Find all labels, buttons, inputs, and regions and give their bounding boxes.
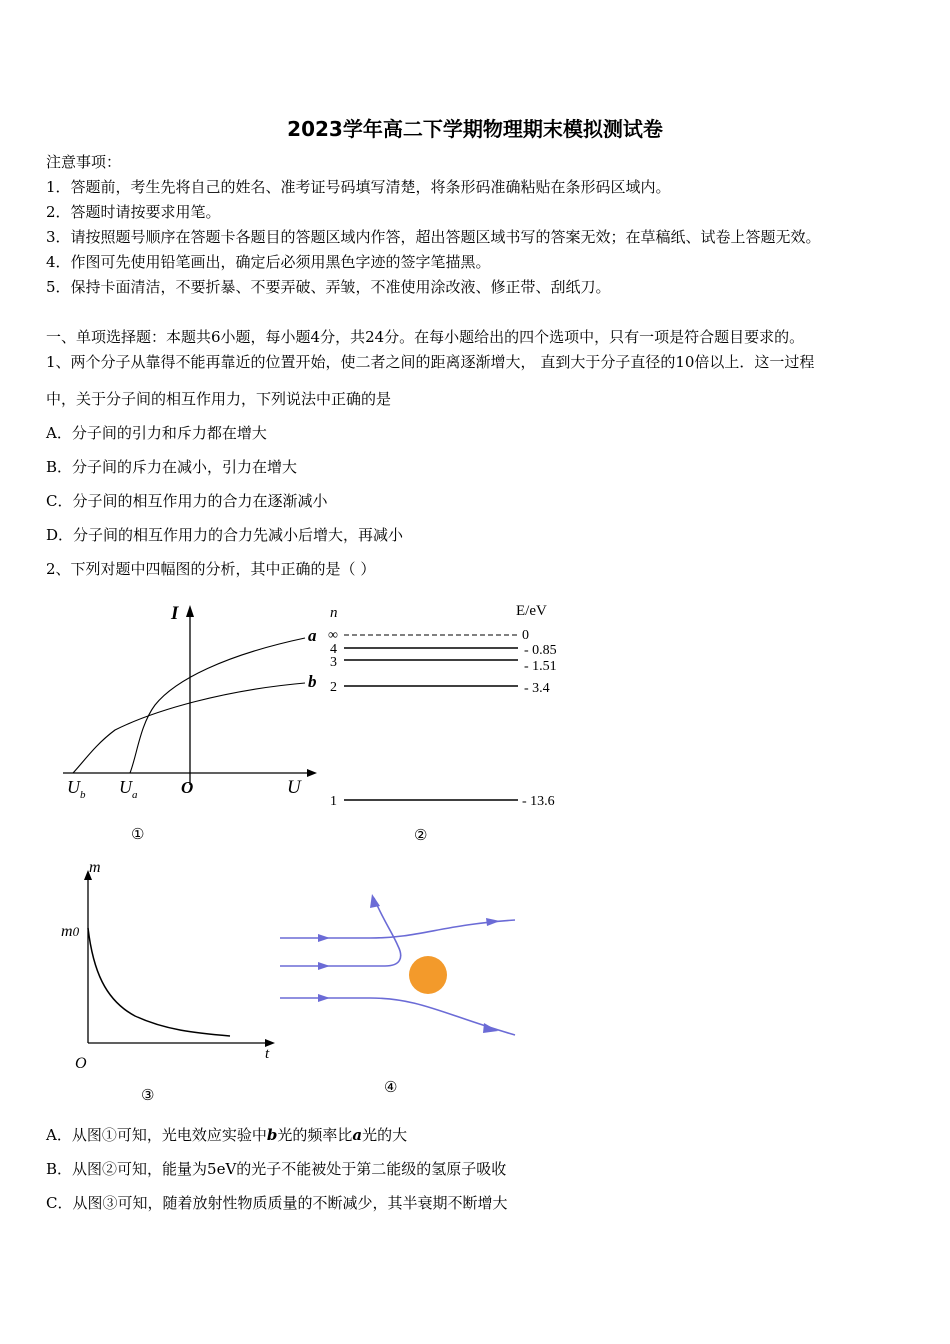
origin-label: O xyxy=(181,778,194,797)
q1-stem-line2: 中，关于分子间的相互作用力，下列说法中正确的是 xyxy=(46,390,392,408)
decay-curve xyxy=(88,928,230,1036)
level-n: ∞ xyxy=(328,628,338,643)
curve-b xyxy=(73,683,305,773)
figure-2-caption: ② xyxy=(414,828,428,844)
q2-option-b: B．从图②可知，能量为5eV的光子不能被处于第二能级的氢原子吸收 xyxy=(46,1160,507,1178)
curve-a-label: a xyxy=(308,626,317,645)
notice-item: 4．作图可先使用铅笔画出，确定后必须用黑色字迹的签字笔描黑。 xyxy=(46,253,491,271)
level-n: 1 xyxy=(330,794,337,809)
figure-3-caption: ③ xyxy=(141,1088,155,1104)
level-energy: - 13.6 xyxy=(522,794,555,809)
energy-unit-label: E/eV xyxy=(516,603,547,619)
figure-3-decay-curve xyxy=(55,850,285,1105)
q1-option-c: C．分子间的相互作用力的合力在逐渐减小 xyxy=(46,492,328,510)
q1-option-b: B．分子间的斥力在减小，引力在增大 xyxy=(46,458,298,476)
origin-label: O xyxy=(75,1055,87,1072)
level-n: 4 xyxy=(330,642,337,657)
trajectory-top xyxy=(280,920,515,938)
ub-label: $U_b$ xyxy=(67,777,86,801)
y-axis-label: m xyxy=(89,859,101,876)
nucleus xyxy=(409,956,447,994)
trajectory-middle xyxy=(280,898,401,966)
x-axis-label: t xyxy=(265,1046,270,1062)
level-energy: - 0.85 xyxy=(524,643,557,658)
notice-item: 1．答题前，考生先将自己的姓名、准考证号码填写清楚，将条形码准确粘贴在条形码区域内。 xyxy=(46,178,671,196)
level-energy: - 3.4 xyxy=(524,681,550,696)
figure-1-iu-curves xyxy=(55,595,325,845)
level-n: 3 xyxy=(330,655,337,670)
n-label: n xyxy=(330,605,338,621)
level-n: 2 xyxy=(330,680,337,695)
x-axis-arrow xyxy=(307,769,317,777)
notice-item: 5．保持卡面清洁，不要折暴、不要弄破、弄皱，不准使用涂改液、修正带、刮纸刀。 xyxy=(46,278,611,296)
figure-4-caption: ④ xyxy=(384,1080,398,1096)
curve-a xyxy=(130,638,305,773)
q1-option-a: A．分子间的引力和斥力都在增大 xyxy=(46,424,267,442)
x-axis-label: U xyxy=(287,777,301,798)
figure-2-energy-levels xyxy=(320,595,600,845)
notice-item: 2．答题时请按要求用笔。 xyxy=(46,203,221,221)
figure-1-caption: ① xyxy=(131,827,145,843)
q2-option-c: C．从图③可知，随着放射性物质质量的不断减少，其半衰期不断增大 xyxy=(46,1194,508,1212)
curve-b-label: b xyxy=(308,672,317,691)
ua-label: $U_a$ xyxy=(119,777,138,801)
q2-stem: 2、下列对题中四幅图的分析，其中正确的是（ ） xyxy=(46,560,376,578)
q1-stem-line1: 1、两个分子从靠得不能再靠近的位置开始，使二者之间的距离逐渐增大， 直到大于分子直径的10倍以上．这一过程 xyxy=(46,353,815,371)
y-axis-arrow xyxy=(186,605,194,617)
trajectory-bottom xyxy=(280,998,515,1035)
q1-option-d: D．分子间的相互作用力的合力先减小后增大，再减小 xyxy=(46,526,404,544)
q2-option-a: A．从图①可知，光电效应实验中b光的频率比a光的大 xyxy=(46,1126,408,1144)
notice-heading: 注意事项： xyxy=(46,153,122,171)
level-energy: - 1.51 xyxy=(524,659,557,674)
level-energy: 0 xyxy=(522,628,529,643)
page-title: 2023学年高二下学期物理期末模拟测试卷 xyxy=(287,117,663,141)
m0-label: m0 xyxy=(61,923,80,940)
y-axis-label: I xyxy=(171,603,179,624)
notice-item: 3．请按照题号顺序在答题卡各题目的答题区域内作答，超出答题区域书写的答案无效；在草稿纸、试卷上答题无效。 xyxy=(46,228,821,246)
section-heading: 一、单项选择题：本题共6小题，每小题4分，共24分。在每小题给出的四个选项中，只有一项是符合题目要求的。 xyxy=(46,328,805,346)
figure-4-alpha-scattering xyxy=(270,880,530,1105)
